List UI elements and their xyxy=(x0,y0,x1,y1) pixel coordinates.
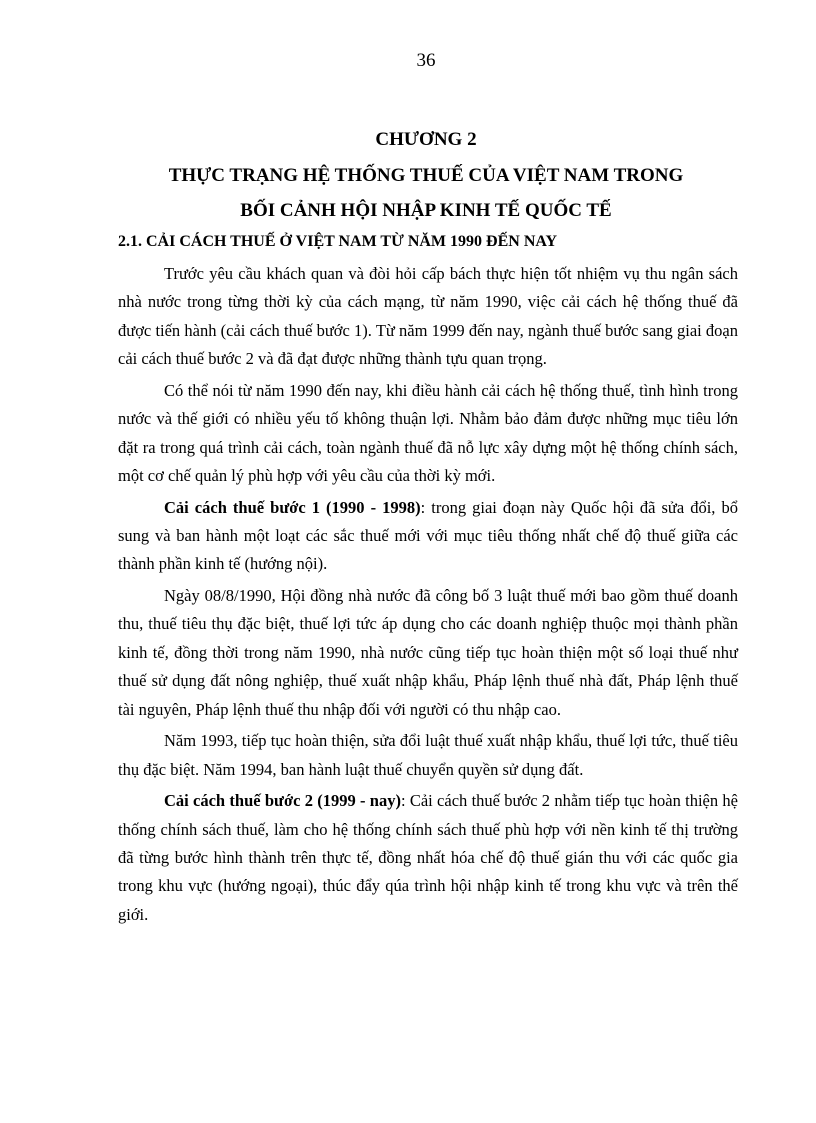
paragraph: Ngày 08/8/1990, Hội đồng nhà nước đã công bố 3 luật thuế mới bao gồm thuế doanh thu, thuế tiêu thụ đặc biệt, thuế lợi tức áp dụng cho các doanh nghiệp thuộc mọi thành phần kinh tế, đồng thời trong năm 1990, nhà nước cũng tiếp tục hoàn thiện một số loại thuế như thuế sử dụng đất nông nghiệp, thuế xuất nhập khẩu, Pháp lệnh thuế nhà đất, Pháp lệnh thuế tài nguyên, Pháp lệnh thuế thu nhập đối với người có thu nhập cao. xyxy=(118,586,738,719)
paragraph: Năm 1993, tiếp tục hoàn thiện, sửa đổi luật thuế xuất nhập khẩu, thuế lợi tức, thuế tiêu thụ đặc biệt. Năm 1994, ban hành luật thuế chuyển quyền sử dụng đất. xyxy=(118,731,738,779)
page-number: 36 xyxy=(416,50,436,71)
chapter-title-line-1: THỰC TRẠNG HỆ THỐNG THUẾ CỦA VIỆT NAM TRONG xyxy=(168,165,684,186)
paragraph: Trước yêu cầu khách quan và đòi hỏi cấp bách thực hiện tốt nhiệm vụ thu ngân sách nhà nước trong từng thời kỳ của cách mạng, từ năm 1990, việc cải cách hệ thống thuế đã được tiến hành (cải cách thuế bước 1). Từ năm 1999 đến nay, ngành thuế bước sang giai đoạn cải cách thuế bước 2 và đã đạt được những thành tựu quan trọng. xyxy=(118,264,738,369)
chapter-title-line-2: BỐI CẢNH HỘI NHẬP KINH TẾ QUỐC TẾ xyxy=(240,200,612,221)
paragraph: Có thể nói từ năm 1990 đến nay, khi điều hành cải cách hệ thống thuế, tình hình trong nước và thế giới có nhiều yếu tố không thuận lợi. Nhằm bảo đảm được những mục tiêu lớn đặt ra trong quá trình cải cách, toàn ngành thuế đã nỗ lực xây dựng một hệ thống chính sách, một cơ chế quản lý phù hợp với yêu cầu của thời kỳ mới. xyxy=(118,380,738,486)
paragraph: Cải cách thuế bước 2 (1999 - nay): Cải cách thuế bước 2 nhằm tiếp tục hoàn thiện hệ thống chính sách thuế, làm cho hệ thống chính sách thuế phù hợp với nền kinh tế thị trường đã từng bước hình thành trên thực tế, đồng nhất hóa chế độ thuế gián thu với các quốc gia trong khu vực (hướng ngoại), thúc đẩy qúa trình hội nhập kinh tế trong khu vực và trên thế giới. xyxy=(118,791,738,924)
body-text xyxy=(118,260,738,932)
paragraph-bold-lead: Cải cách thuế bước 2 (1999 - nay) xyxy=(164,791,401,811)
paragraph: Cải cách thuế bước 1 (1990 - 1998): trong giai đoạn này Quốc hội đã sửa đổi, bổ sung và ban hành một loạt các sắc thuế mới với mục tiêu thống nhất chế độ thuế giữa các thành phần kinh tế (hướng nội). xyxy=(118,497,738,574)
paragraph-bold-lead: Cải cách thuế bước 1 (1990 - 1998) xyxy=(164,497,421,517)
chapter-heading: CHƯƠNG 2 xyxy=(375,129,477,150)
section-heading: 2.1. CẢI CÁCH THUẾ Ở VIỆT NAM TỪ NĂM 1990 ĐẾN NAY xyxy=(118,233,558,250)
